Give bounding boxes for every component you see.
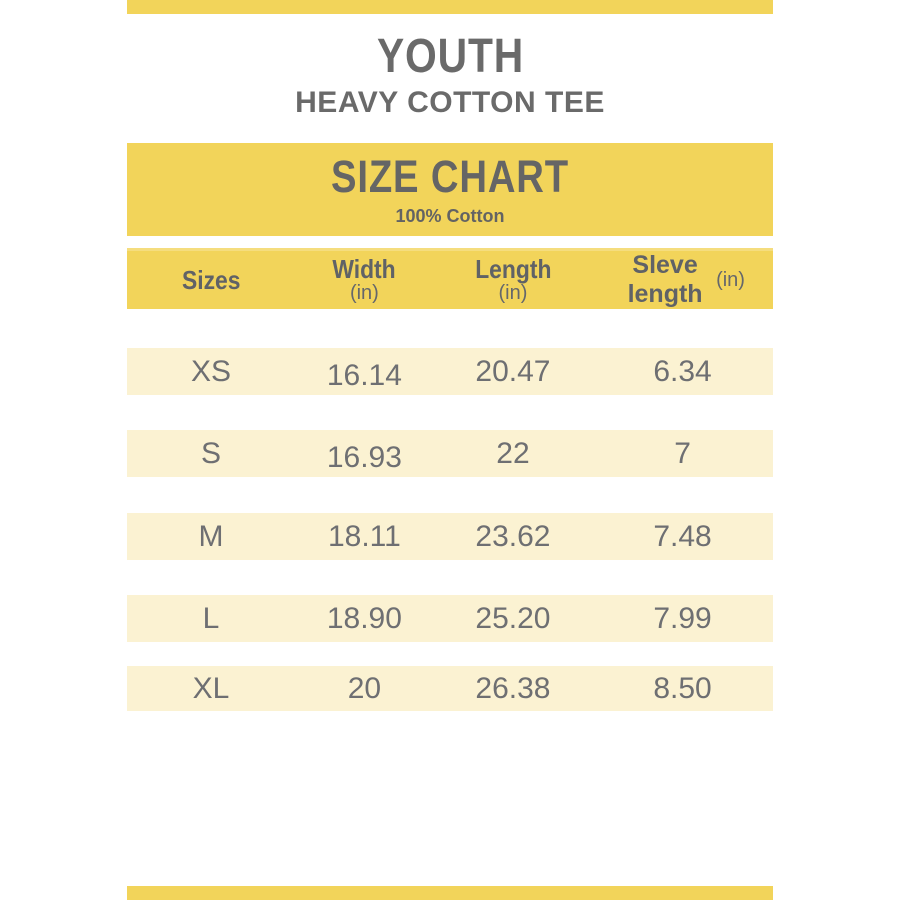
length-value: 22 (496, 436, 530, 470)
column-header-sleeve-length: Sleve length (in) (627, 251, 745, 308)
top-accent-bar (127, 0, 773, 14)
column-header-width: Width (in) (332, 253, 397, 305)
bottom-accent-bar (127, 886, 773, 900)
length-value: 23.62 (475, 519, 551, 553)
width-value: 18.90 (326, 601, 402, 635)
table-row-xs (127, 348, 773, 395)
page-subtitle (127, 88, 773, 118)
size-label: S (200, 436, 221, 470)
banner-subtitle: 100% Cotton (395, 206, 505, 226)
sleeve-value: 8.50 (653, 671, 712, 705)
banner-title: SIZE CHART (331, 151, 569, 202)
size-label: M (198, 519, 224, 553)
length-value: 20.47 (475, 354, 551, 388)
page-subtitle-text: HEAVY COTTON TEE (295, 86, 605, 119)
table-header-row (127, 248, 773, 309)
length-value: 25.20 (475, 601, 551, 635)
width-value: 18.11 (327, 519, 401, 553)
page-title (127, 30, 773, 83)
table-row-l (127, 595, 773, 642)
sleeve-value: 7.99 (653, 601, 712, 635)
column-header-sizes: Sizes (181, 264, 241, 295)
width-value: 16.93 (326, 440, 402, 474)
size-label: L (202, 601, 220, 635)
width-value: 20 (347, 671, 382, 705)
table-row-xl (127, 666, 773, 711)
sleeve-value: 7.48 (653, 519, 712, 553)
sleeve-value: 6.34 (653, 354, 712, 388)
size-chart-banner (127, 143, 773, 236)
sleeve-value: 7 (674, 436, 691, 470)
size-label: XL (192, 671, 230, 705)
page-title-text: YOUTH (376, 30, 524, 83)
size-label: XS (190, 354, 231, 388)
column-header-length: Length (in) (474, 253, 552, 305)
table-row-s (127, 430, 773, 477)
table-row-m (127, 513, 773, 560)
width-value: 16.14 (326, 358, 402, 392)
length-value: 26.38 (475, 671, 551, 705)
